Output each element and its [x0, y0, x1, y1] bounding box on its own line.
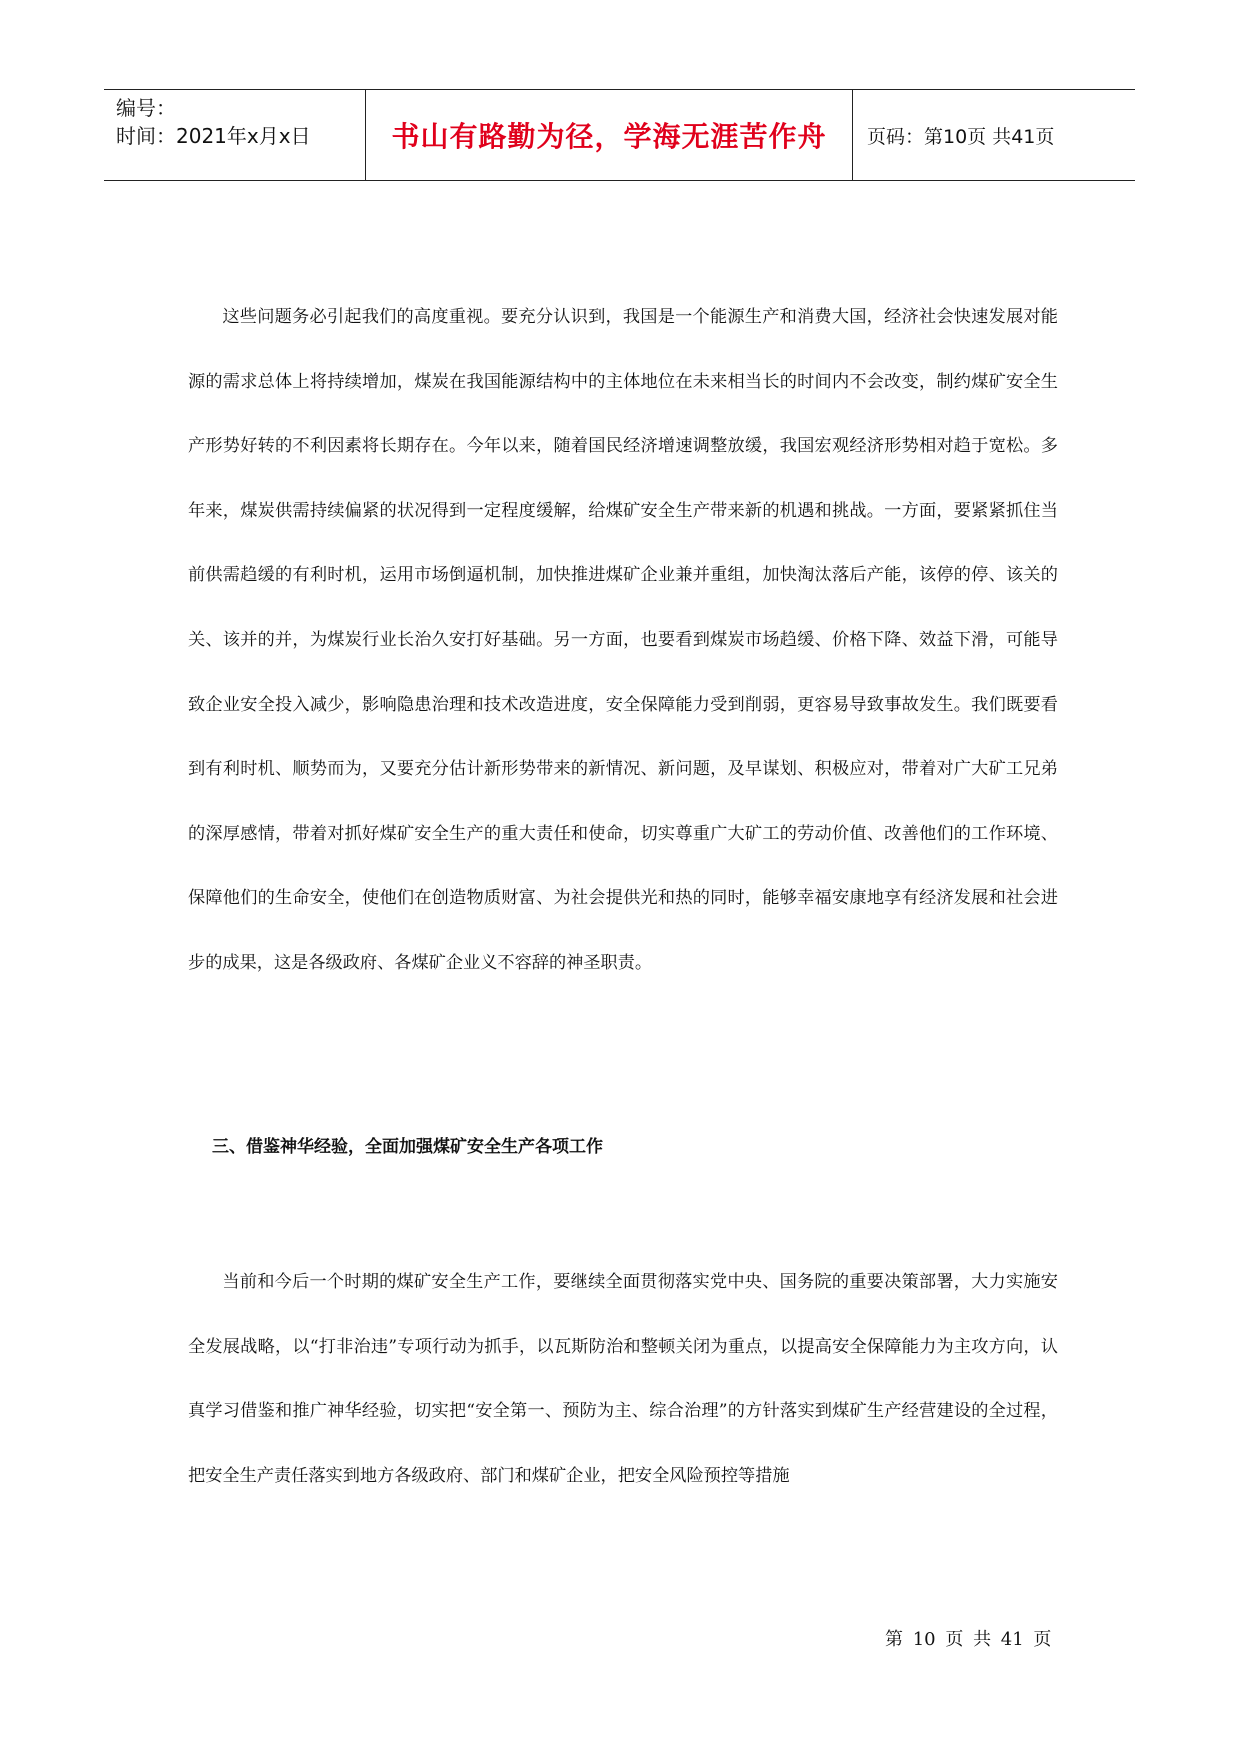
- page-footer: 第 10 页 共 41 页: [885, 1629, 1052, 1650]
- header-motto: 书山有路勤为径，学海无涯苦作舟: [366, 90, 853, 180]
- serial-label: 编号：: [116, 96, 176, 120]
- body-paragraph-2: 当前和今后一个时期的煤矿安全生产工作，要继续全面贯彻落实党中央、国务院的重要决策部署，大力实施安全发展战略，以“打非治违”专项行动为抓手，以瓦斯防治和整顿关闭为重点，以提高安全保障能力为主攻方向，认真学习借鉴和推广神华经验，切实把“安全第一、预防为主、综合治理”的方针落实到煤矿生产经营建设的全过程，把安全生产责任落实到地方各级政府、部门和煤矿企业，把安全风险预控等措施: [188, 1272, 1058, 1486]
- header-page-info: 页码：第10页 共41页: [867, 125, 1055, 148]
- page-header: [104, 89, 1135, 181]
- body-content: [188, 285, 1058, 996]
- section-heading: 三、借鉴神华经验，全面加强煤矿安全生产各项工作: [212, 1137, 603, 1157]
- body-content-2: [188, 1250, 1058, 1508]
- time-label: 时间：2021年x月x日: [116, 124, 311, 148]
- header-meta: [104, 90, 366, 180]
- body-paragraph-1: 这些问题务必引起我们的高度重视。要充分认识到，我国是一个能源生产和消费大国，经济社会快速发展对能源的需求总体上将持续增加，煤炭在我国能源结构中的主体地位在未来相当长的时间内不会改变，制约煤矿安全生产形势好转的不利因素将长期存在。今年以来，随着国民经济增速调整放缓，我国宏观经济形势相对趋于宽松。多年来，煤炭供需持续偏紧的状况得到一定程度缓解，给煤矿安全生产带来新的机遇和挑战。一方面，要紧紧抓住当前供需趋缓的有利时机，运用市场倒逼机制，加快推进煤矿企业兼并重组，加快淘汰落后产能，该停的停、该关的关、该并的并，为煤炭行业长治久安打好基础。另一方面，也要看到煤炭市场趋缓、价格下降、效益下滑，可能导致企业安全投入减少，影响隐患治理和技术改造进度，安全保障能力受到削弱，更容易导致事故发生。我们既要看到有利时机、顺势而为，又要充分估计新形势带来的新情况、新问题，及早谋划、积极应对，带着对广大矿工兄弟的深厚感情，带着对抓好煤矿安全生产的重大责任和使命，切实尊重广大矿工的劳动价值、改善他们的工作环境、保障他们的生命安全，使他们在创造物质财富、为社会提供光和热的同时，能够幸福安康地享有经济发展和社会进步的成果，这是各级政府、各煤矿企业义不容辞的神圣职责。: [188, 307, 1058, 973]
